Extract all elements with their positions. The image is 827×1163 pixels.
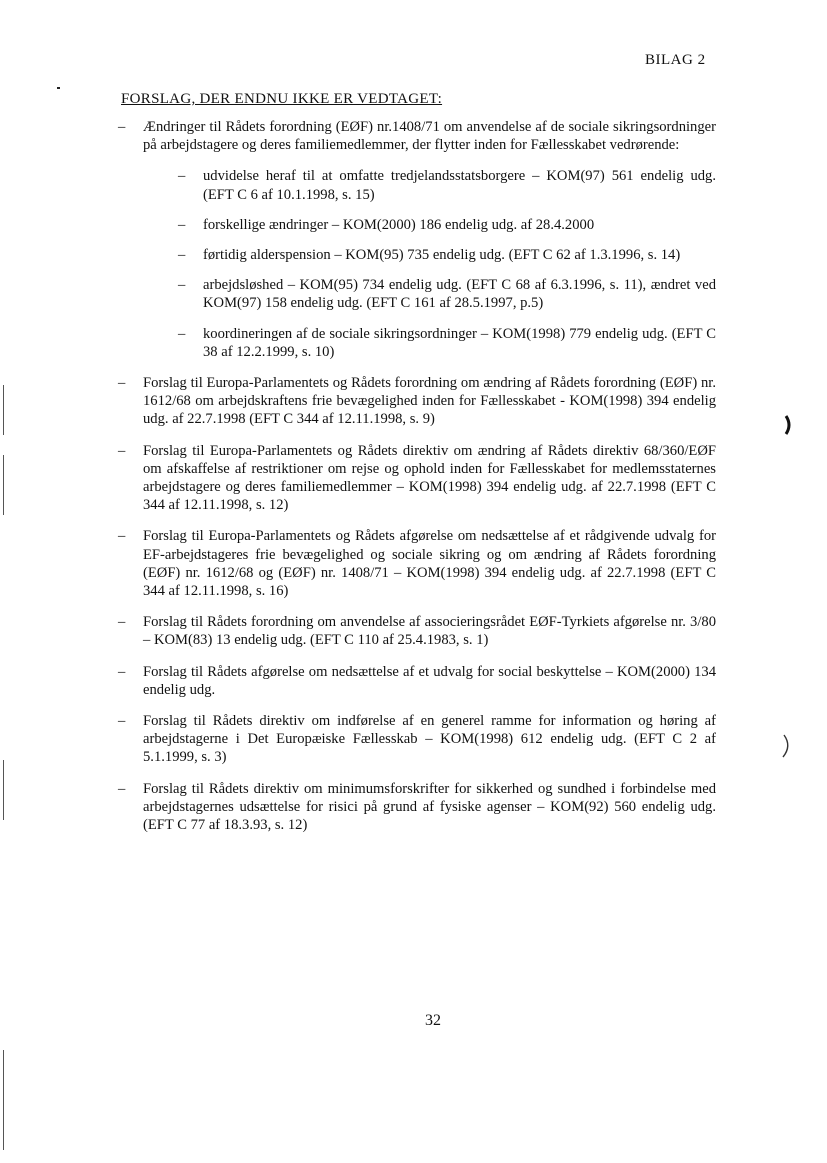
bullet-dash: – xyxy=(118,663,126,680)
bullet-dash: – xyxy=(118,528,126,545)
list-item-text: Forslag til Europa-Parlamentets og Rådets forordning om ændring af Rådets forordning (EØF) nr. 1612/68 om arbejdskraftens frie bevægelighed inden for Fællesskabet - KOM(1998) 394 endelig udg. af 22.7.1998 (EFT C 344 af 12.11.1998, s. 9) xyxy=(143,375,716,428)
bullet-dash: – xyxy=(178,216,186,233)
list-item xyxy=(118,118,716,361)
sub-list-item-text: koordineringen af de sociale sikringsordninger – KOM(1998) 779 endelig udg. (EFT C 38 af 12.2.1999, s. 10) xyxy=(203,325,716,360)
scan-mark-paren-icon xyxy=(781,733,793,759)
proposal-list xyxy=(118,118,716,847)
sub-list-item-text: forskellige ændringer – KOM(2000) 186 endelig udg. af 28.4.2000 xyxy=(203,216,595,233)
list-item xyxy=(118,780,716,835)
list-item xyxy=(118,527,716,600)
bullet-dash: – xyxy=(118,713,126,730)
sub-list-item xyxy=(178,246,716,264)
list-item xyxy=(118,442,716,515)
sub-list xyxy=(178,167,716,361)
scan-dot xyxy=(57,87,60,89)
scan-edge-line xyxy=(3,455,4,515)
list-item-text: Forslag til Rådets direktiv om minimumsforskrifter for sikkerhed og sundhed i forbindelse med arbejdstagernes udsættelse for risici på grund af fysiske agenser – KOM(92) 560 endelig udg. (EFT C 77 af 18.3.93, s. 12) xyxy=(143,780,716,834)
list-item xyxy=(118,663,716,699)
list-item-text: Forslag til Rådets direktiv om indførelse af en generel ramme for information og høring af arbejdstagerne i Det Europæiske Fællesskab – KOM(1998) 612 endelig udg. (EFT C 2 af 5.1.1999, s. 3) xyxy=(143,713,716,766)
scan-mark-bracket-icon xyxy=(784,414,794,436)
section-title: FORSLAG, DER ENDNU IKKE ER VEDTAGET: xyxy=(121,91,443,107)
bullet-dash: – xyxy=(118,375,126,392)
annex-label: BILAG 2 xyxy=(645,52,706,68)
sub-list-item xyxy=(178,216,716,234)
scan-edge-line xyxy=(3,1050,4,1150)
list-item-text: Forslag til Rådets forordning om anvendelse af associeringsrådet EØF-Tyrkiets afgørelse nr. 3/80 – KOM(83) 13 endelig udg. (EFT C 110 af 25.4.1983, s. 1) xyxy=(143,614,716,649)
sub-list-item-text: udvidelse heraf til at omfatte tredjelandsstatsborgere – KOM(97) 561 endelig udg. (EFT C 6 af 10.1.1998, s. 15) xyxy=(203,168,716,203)
list-item-text: Forslag til Europa-Parlamentets og Rådets direktiv om ændring af Rådets direktiv 68/360/EØF om afskaffelse af restriktioner om rejse og ophold inden for Fællesskabet for medlemsstaternes arbejdstagere og deres familiemedlemmer – KOM(1998) 394 endelig udg. af 22.7.1998 (EFT C 344 af 12.11.1998, s. 12) xyxy=(143,442,716,514)
bullet-dash: – xyxy=(178,247,186,264)
bullet-dash: – xyxy=(118,442,126,459)
list-item-text: Forslag til Rådets afgørelse om nedsættelse af et udvalg for social beskyttelse – KOM(2000) 134 endelig udg. xyxy=(143,663,716,698)
list-item-text: Forslag til Europa-Parlamentets og Rådets afgørelse om nedsættelse af et rådgivende udvalg for EF-arbejdstageres frie bevægelighed og sociale sikring og om ændring af Rådets forordning (EØF) nr. 1612/68 og (EØF) nr. 1408/71 – KOM(1998) 394 endelig udg. af 22.7.1998 (EFT C 344 af 12.11.1998, s. 16) xyxy=(143,528,716,600)
bullet-dash: – xyxy=(178,325,186,342)
list-item xyxy=(118,374,716,429)
sub-list-item xyxy=(178,276,716,312)
bullet-dash: – xyxy=(178,168,186,185)
list-item xyxy=(118,613,716,649)
sub-list-item xyxy=(178,167,716,203)
bullet-dash: – xyxy=(118,614,126,631)
scan-edge-line xyxy=(3,760,4,820)
bullet-dash: – xyxy=(118,119,126,135)
sub-list-item-text: arbejdsløshed – KOM(95) 734 endelig udg. (EFT C 68 af 6.3.1996, s. 11), ændret ved KOM(97) 158 endelig udg. (EFT C 161 af 28.5.1997, p.5) xyxy=(203,277,716,312)
list-item-text: Ændringer til Rådets forordning (EØF) nr.1408/71 om anvendelse af de sociale sikringsordninger på arbejdstagere og deres familiemedlemmer, der flytter inden for Fællesskabet vedrørende: xyxy=(143,119,716,154)
scan-edge-line xyxy=(3,385,4,435)
sub-list-item xyxy=(178,325,716,361)
page-number: 32 xyxy=(425,1012,441,1029)
list-item xyxy=(118,712,716,767)
bullet-dash: – xyxy=(178,277,186,294)
bullet-dash: – xyxy=(118,780,126,797)
sub-list-item-text: førtidig alderspension – KOM(95) 735 endelig udg. (EFT C 62 af 1.3.1996, s. 14) xyxy=(203,247,681,264)
